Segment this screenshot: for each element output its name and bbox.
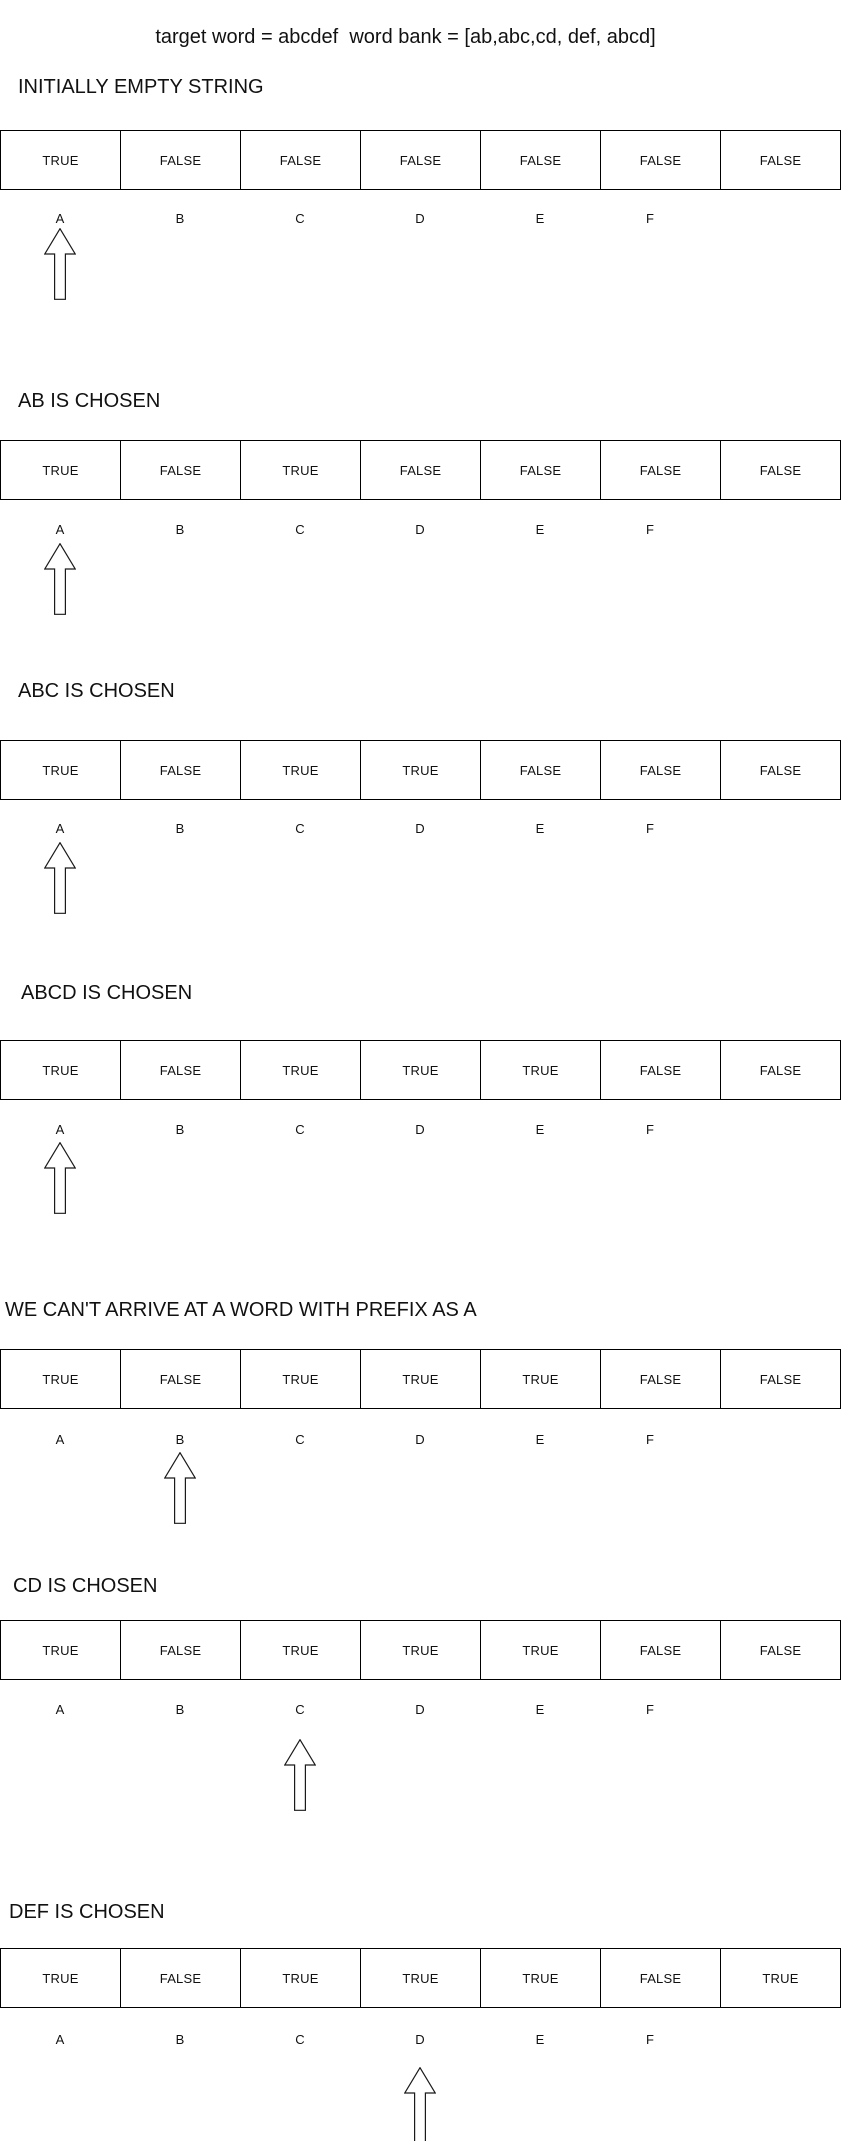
letter-label: E	[535, 522, 545, 537]
letter-label: F	[646, 2032, 654, 2047]
dp-cell: TRUE	[240, 1621, 360, 1679]
letter-label: E	[535, 1122, 545, 1137]
dp-cell: FALSE	[720, 131, 840, 189]
dp-table	[0, 440, 841, 500]
dp-cell: TRUE	[240, 1949, 360, 2007]
section-title: DEF IS CHOSEN	[9, 1901, 165, 1923]
section-title: WE CAN'T ARRIVE AT A WORD WITH PREFIX AS A	[5, 1299, 477, 1321]
letter-label: E	[535, 1432, 545, 1447]
letter-label: D	[415, 821, 425, 836]
dp-cell: TRUE	[360, 1949, 480, 2007]
section-title: ABCD IS CHOSEN	[21, 982, 193, 1004]
section-title: AB IS CHOSEN	[18, 390, 161, 412]
dp-cell: FALSE	[480, 131, 600, 189]
dp-cell: FALSE	[120, 1949, 240, 2007]
letter-label: F	[646, 522, 654, 537]
up-arrow-icon	[404, 2067, 436, 2141]
letter-label: F	[646, 211, 654, 226]
letter-label: B	[175, 522, 185, 537]
dp-cell: FALSE	[480, 441, 600, 499]
section-title: INITIALLY EMPTY STRING	[18, 76, 264, 98]
dp-cell: FALSE	[600, 741, 720, 799]
dp-cell: FALSE	[600, 1350, 720, 1408]
letter-label: F	[646, 1702, 654, 1717]
letter-label: C	[295, 1432, 305, 1447]
dp-cell: FALSE	[600, 1949, 720, 2007]
up-arrow-icon	[44, 842, 76, 914]
dp-cell: TRUE	[480, 1621, 600, 1679]
letter-label: A	[55, 522, 65, 537]
letter-label: F	[646, 821, 654, 836]
letter-label: F	[646, 1432, 654, 1447]
dp-cell: FALSE	[480, 741, 600, 799]
letter-label: A	[55, 2032, 65, 2047]
letter-label: C	[295, 1122, 305, 1137]
dp-cell: TRUE	[42, 462, 79, 478]
letter-label: B	[175, 821, 185, 836]
letter-label: D	[415, 1122, 425, 1137]
dp-cell: FALSE	[720, 441, 840, 499]
letter-label: A	[55, 211, 65, 226]
dp-cell: FALSE	[600, 441, 720, 499]
dp-cell: TRUE	[480, 1350, 600, 1408]
letter-label: E	[535, 821, 545, 836]
dp-table	[0, 130, 841, 190]
letter-label: F	[646, 1122, 654, 1137]
letter-label: C	[295, 821, 305, 836]
dp-table	[0, 1040, 841, 1100]
dp-cell: TRUE	[240, 741, 360, 799]
dp-cell: TRUE	[240, 441, 360, 499]
section-title: CD IS CHOSEN	[13, 1575, 158, 1597]
letter-label: C	[295, 211, 305, 226]
letter-label: D	[415, 1432, 425, 1447]
dp-cell: FALSE	[240, 131, 360, 189]
dp-cell: FALSE	[600, 1041, 720, 1099]
letter-label: B	[175, 1122, 185, 1137]
dp-table	[0, 740, 841, 800]
letter-label: A	[55, 1432, 65, 1447]
dp-cell: TRUE	[360, 1041, 480, 1099]
dp-cell: TRUE	[360, 1621, 480, 1679]
letter-label: A	[55, 1122, 65, 1137]
dp-cell: FALSE	[120, 1041, 240, 1099]
dp-cell: TRUE	[480, 1949, 600, 2007]
dp-cell: TRUE	[480, 1041, 600, 1099]
dp-cell: FALSE	[360, 441, 480, 499]
letter-label: B	[175, 1702, 185, 1717]
dp-cell: FALSE	[600, 131, 720, 189]
dp-cell: FALSE	[720, 1350, 840, 1408]
letter-label: B	[175, 211, 185, 226]
dp-cell: TRUE	[42, 1642, 79, 1658]
dp-cell: TRUE	[42, 1062, 79, 1078]
dp-cell: TRUE	[360, 741, 480, 799]
page-title: target word = abcdef word bank = [ab,abc,cd, def, abcd]	[155, 26, 656, 48]
letter-label: E	[535, 1702, 545, 1717]
letter-label: D	[415, 522, 425, 537]
dp-cell: FALSE	[720, 741, 840, 799]
dp-cell: FALSE	[120, 131, 240, 189]
letter-label: A	[55, 1702, 65, 1717]
up-arrow-icon	[44, 228, 76, 300]
dp-cell: TRUE	[240, 1350, 360, 1408]
dp-table	[0, 1948, 841, 2008]
dp-cell: TRUE	[240, 1041, 360, 1099]
letter-label: D	[415, 2032, 425, 2047]
dp-cell: TRUE	[42, 152, 79, 168]
letter-label: C	[295, 2032, 305, 2047]
letter-label: E	[535, 2032, 545, 2047]
up-arrow-icon	[44, 1142, 76, 1214]
dp-table	[0, 1349, 841, 1409]
section-title: ABC IS CHOSEN	[18, 680, 175, 702]
dp-cell: FALSE	[120, 1621, 240, 1679]
up-arrow-icon	[164, 1452, 196, 1524]
dp-cell: TRUE	[720, 1949, 840, 2007]
letter-label: E	[535, 211, 545, 226]
dp-cell: FALSE	[600, 1621, 720, 1679]
dp-cell: FALSE	[120, 1350, 240, 1408]
dp-cell: FALSE	[120, 741, 240, 799]
up-arrow-icon	[284, 1739, 316, 1811]
letter-label: B	[175, 1432, 185, 1447]
dp-cell: FALSE	[120, 441, 240, 499]
dp-cell: FALSE	[720, 1621, 840, 1679]
dp-cell: TRUE	[42, 1371, 79, 1387]
dp-cell: TRUE	[360, 1350, 480, 1408]
dp-table	[0, 1620, 841, 1680]
letter-label: C	[295, 522, 305, 537]
dp-cell: TRUE	[42, 762, 79, 778]
dp-cell: TRUE	[42, 1970, 79, 1986]
up-arrow-icon	[44, 543, 76, 615]
letter-label: C	[295, 1702, 305, 1717]
letter-label: D	[415, 211, 425, 226]
letter-label: B	[175, 2032, 185, 2047]
dp-cell: FALSE	[720, 1041, 840, 1099]
letter-label: D	[415, 1702, 425, 1717]
letter-label: A	[55, 821, 65, 836]
dp-cell: FALSE	[360, 131, 480, 189]
